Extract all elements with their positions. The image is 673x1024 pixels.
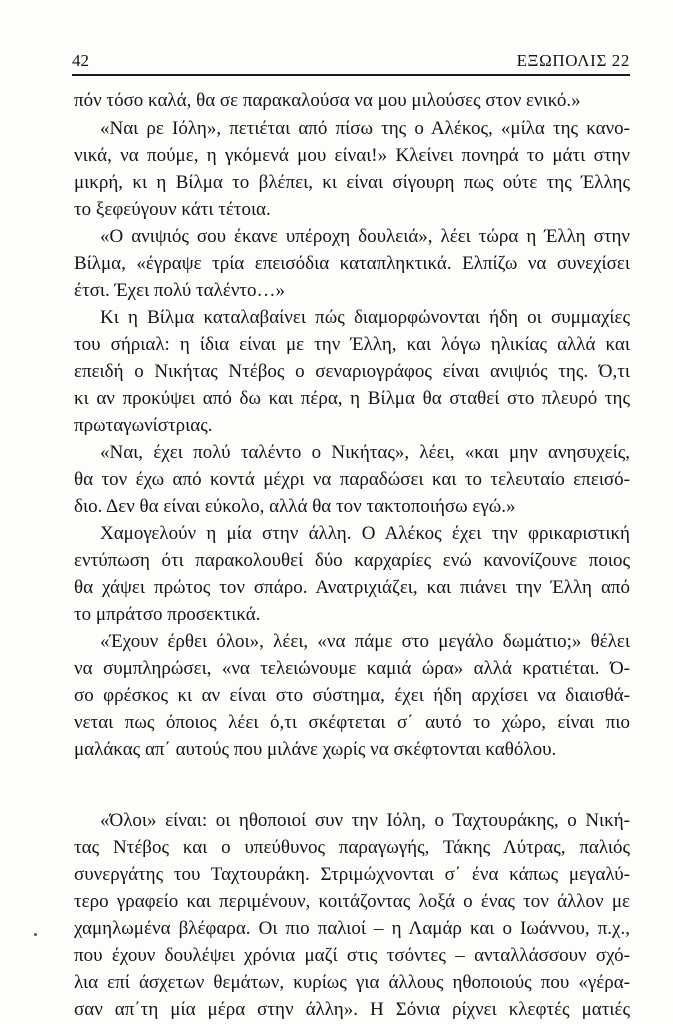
running-head: ΕΞΩΠΟΛΙΣ 22 (516, 51, 630, 70)
header-rule (72, 74, 630, 76)
text-line: διο. Δεν θα είναι εύκολο, αλλά θα τον τακτοποιήσω εγώ.» (74, 496, 516, 517)
text-line: τερο γραφείο και περιμένουν, κοιτάζοντας λοξά ο ένας τον άλλον με (74, 891, 630, 912)
text-line: επειδή ο Νικήτας Ντέβος ο σεναριογράφος είναι ανιψιός της. Ό,τι (74, 361, 630, 382)
text-line: πόν τόσο καλά, θα σε παρακαλούσα να μου μιλούσες στον ενικό.» (74, 90, 581, 111)
text-line: «Ναι ρε Ιόλη», πετιέται από πίσω της ο Αλέκος, «μίλα της κανο- (100, 118, 630, 139)
page-number: 42 (72, 51, 89, 70)
text-line: λια επί άσχετων θεμάτων, κυρίως για άλλους ηθοποιούς που «γέρα- (74, 972, 630, 993)
text-line: του σήριαλ: η ίδια είναι με την Έλλη, και λόγω ηλικίας αλλά και (74, 334, 630, 355)
scan-speck (34, 933, 37, 936)
text-line: χαμηλωμένα βλέφαρα. Οι πιο παλιοί – η Λαμάρ και ο Ιωάννου, π.χ., (74, 918, 630, 939)
text-line: «Ο ανιψιός σου έκανε υπέροχη δουλειά», λέει τώρα η Έλλη στην (100, 226, 630, 247)
text-line: Βίλμα, «έγραψε τρία επεισόδια καταπληκτικά. Ελπίζω να συνεχίσει (74, 253, 630, 274)
text-line: τας Ντέβος και ο υπεύθυνος παραγωγής, Τάκης Λύτρας, παλιός (74, 837, 630, 858)
text-line: θα χάψει πρώτος τον σπάρο. Ανατριχιάζει, και πιάνει την Έλλη από (74, 577, 630, 598)
text-line: μαλάκας απ΄ αυτούς που μιλάνε χωρίς να σκέφτονται καθόλου. (74, 739, 557, 760)
text-line: να συμπληρώσει, «να τελειώνουμε καμιά ώρα» αλλά κρατιέται. Ό- (74, 658, 630, 679)
text-line: Χαμογελούν η μία στην άλλη. Ο Αλέκος έχει την φρικαριστική (100, 523, 630, 544)
text-line: κι αν προκύψει από δω και πέρα, η Βίλμα θα σταθεί στο πλευρό της (74, 388, 630, 409)
text-line: σο φρέσκος κι αν είναι στο σύστημα, έχει ήδη αρχίσει να διαισθά- (74, 685, 630, 706)
text-line: θα τον έχω από κοντά μέχρι να παραδώσει και το τελευταίο επεισό- (74, 469, 630, 490)
text-line: το μπράτσο προσεκτικά. (74, 604, 261, 625)
text-line: νικά, να πούμε, η γκόμενά μου είναι!» Κλείνει πονηρά το μάτι στην (74, 145, 630, 166)
text-line: το ξεφεύγουν κάτι τέτοια. (74, 199, 271, 220)
text-line: εντύπωση ότι παρακολουθεί δύο καρχαρίες ενώ κανονίζουνε ποιος (74, 550, 630, 571)
text-line: σαν απ΄τη μία μέρα στην άλλη». Η Σόνια ρίχνει κλεφτές ματιές (74, 999, 630, 1020)
text-line: «Έχουν έρθει όλοι», λέει, «να πάμε στο μεγάλο δωμάτιο;» θέλει (100, 631, 630, 652)
text-line: μικρή, κι η Βίλμα το βλέπει, κι είναι σίγουρη πως ούτε της Έλλης (74, 172, 630, 193)
text-line: συνεργάτης του Ταχτουράκη. Στριμώχνονται σ΄ ένα κάπως μεγαλύ- (74, 864, 630, 885)
text-line: που έχουν δουλέψει χρόνια μαζί στις τσόντες – ανταλλάσσουν σχό- (74, 945, 630, 966)
text-line: έτσι. Έχει πολύ ταλέντο…» (74, 280, 286, 301)
text-line: Κι η Βίλμα καταλαβαίνει πώς διαμορφώνονται ήδη οι συμμαχίες (100, 307, 630, 328)
text-line: «Ναι, έχει πολύ ταλέντο ο Νικήτας», λέει, «και μην ανησυχείς, (100, 442, 630, 463)
text-line: πρωταγωνίστριας. (74, 415, 213, 436)
text-line: «Όλοι» είναι: οι ηθοποιοί συν την Ιόλη, ο Ταχτουράκης, ο Νική- (100, 810, 630, 831)
page-header (72, 50, 630, 74)
text-line: νεται πως όποιος λέει ό,τι σκέφτεται σ΄ αυτό το χώρο, είναι πιο (74, 712, 630, 733)
